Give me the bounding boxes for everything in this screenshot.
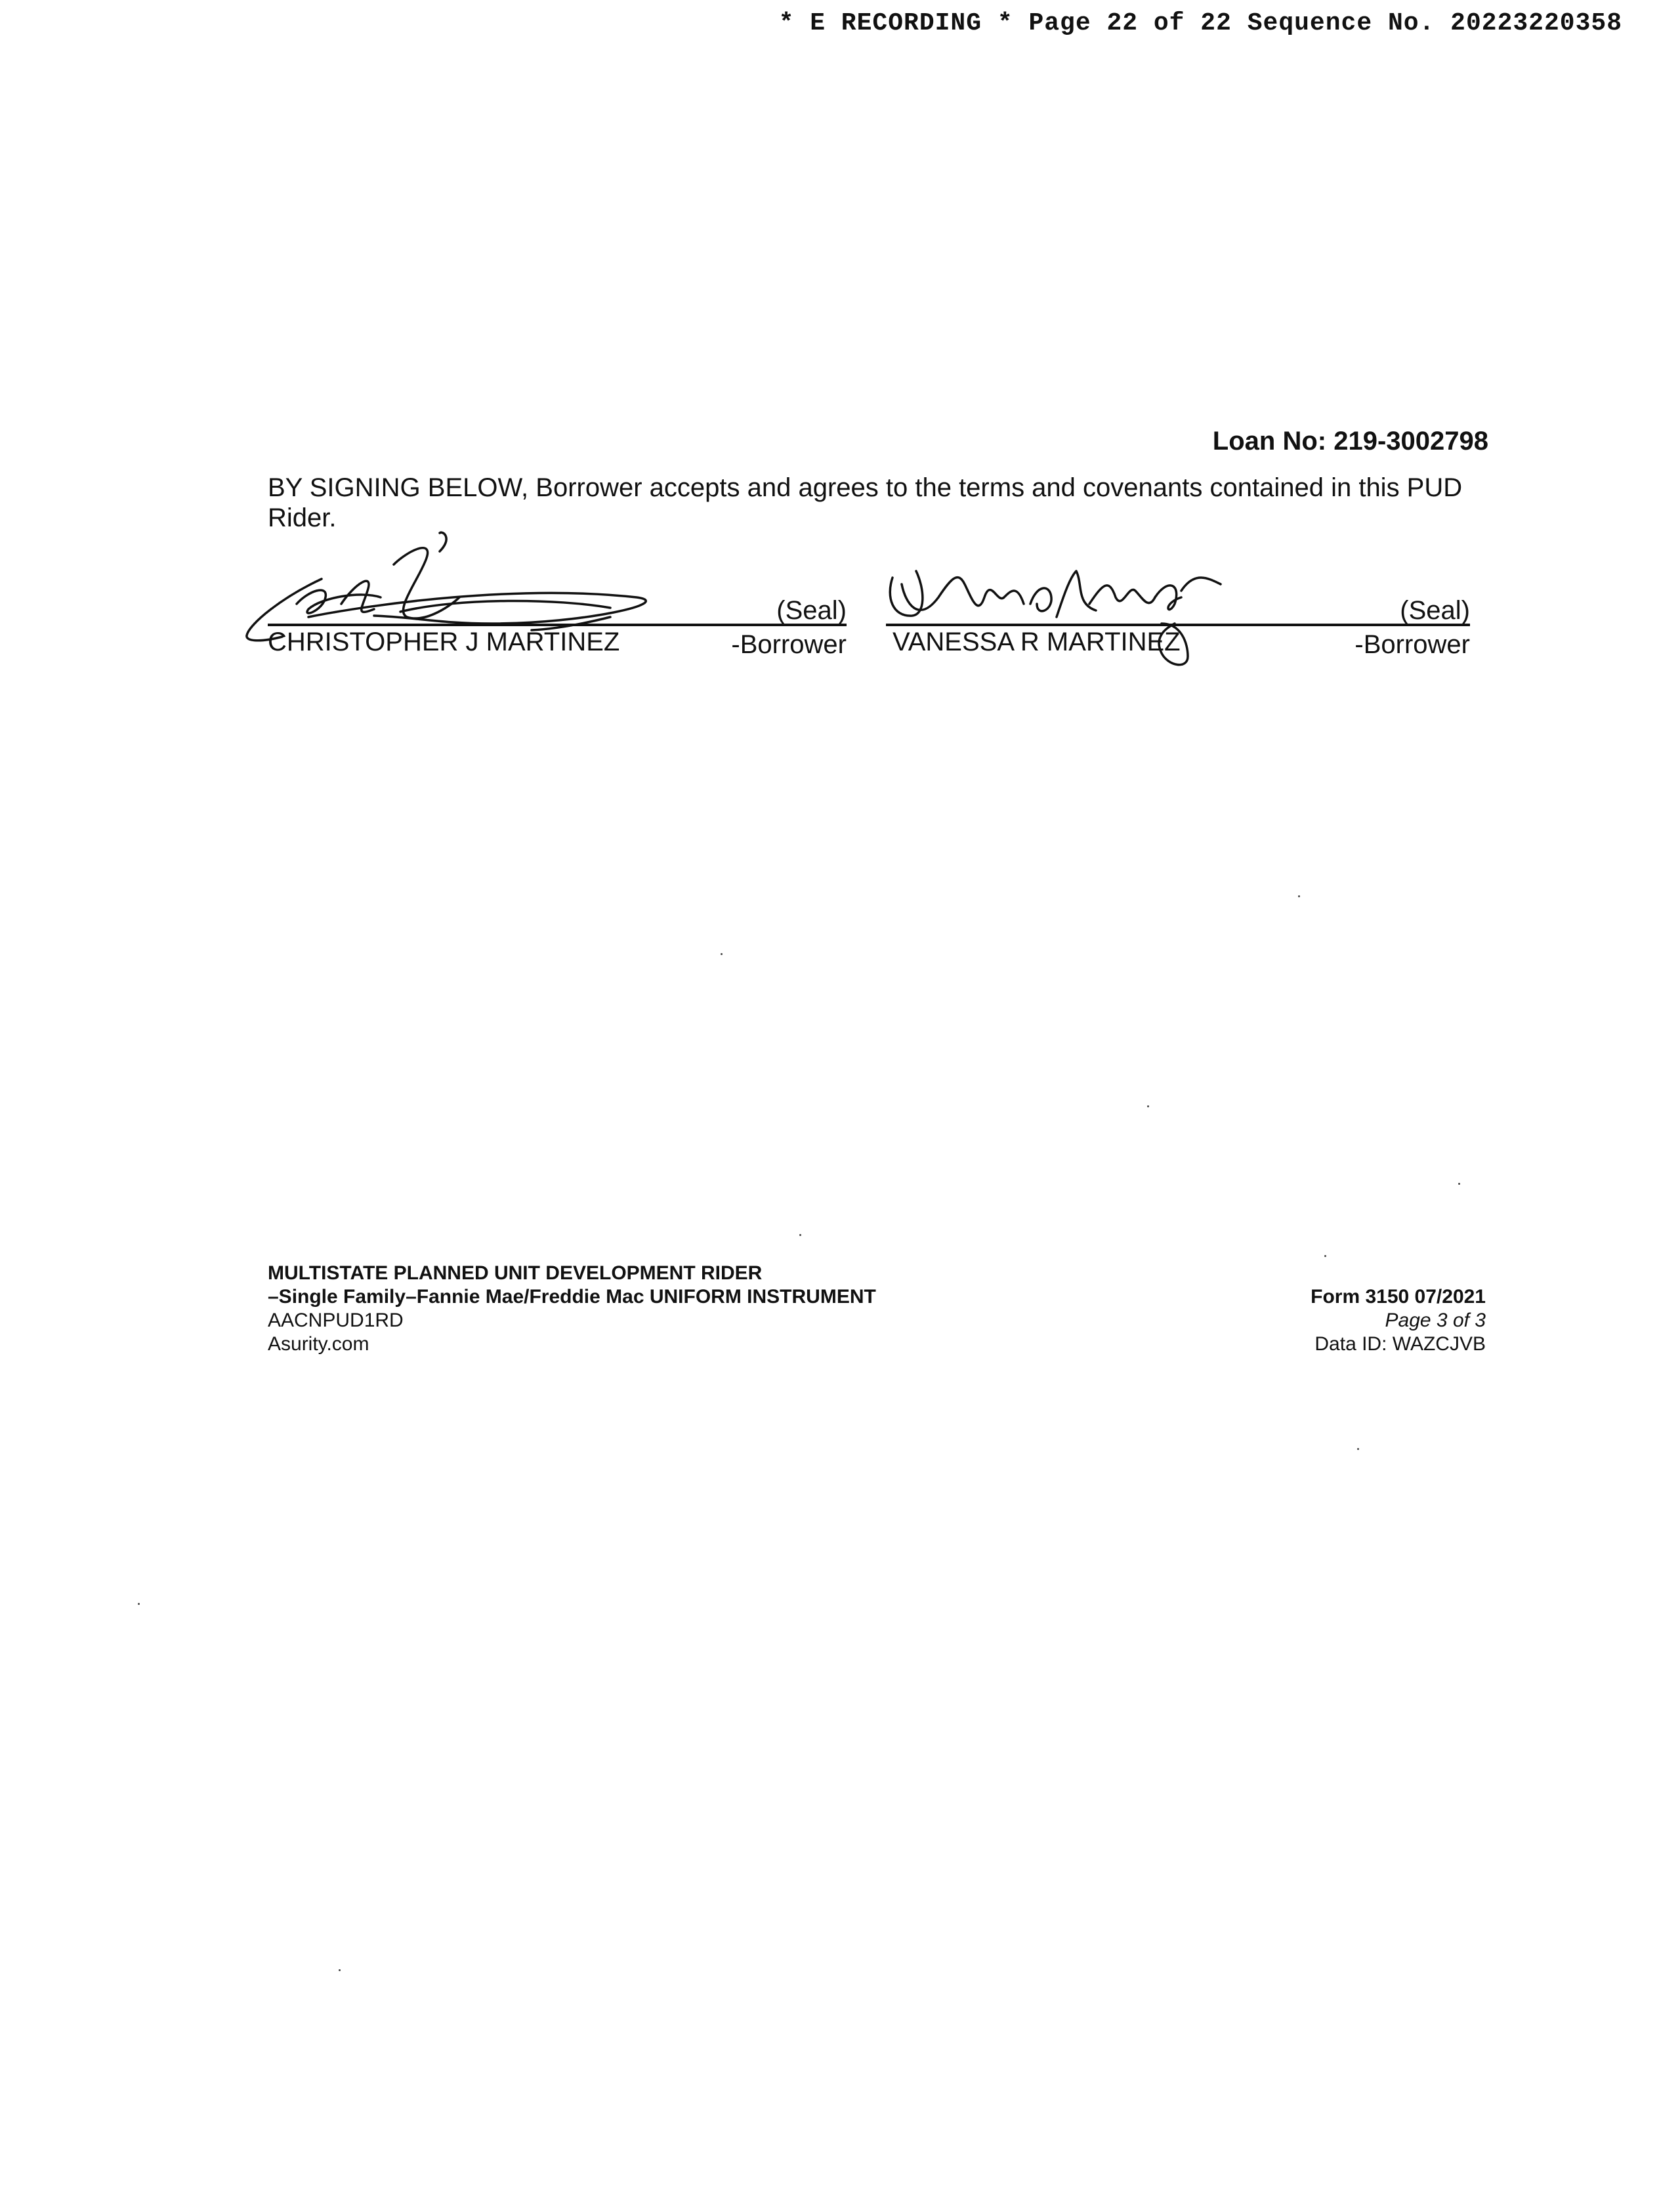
scan-speck (138, 1603, 140, 1605)
scan-speck (1324, 1255, 1326, 1257)
acceptance-line-2: Rider. (268, 503, 337, 532)
loan-number: Loan No: 219-3002798 (1212, 427, 1488, 456)
recording-header: * E RECORDING * Page 22 of 22 Sequence No. 20223220358 (778, 9, 1622, 37)
signature-block-christopher (243, 525, 847, 676)
signer-name-vanessa: VANESSA R MARTINEZ (892, 628, 1181, 656)
scan-speck (339, 1969, 341, 1971)
form-footer-left (268, 1262, 876, 1356)
seal-label-christopher: (Seal) (776, 596, 847, 625)
signer-role-vanessa: -Borrower (1354, 630, 1470, 659)
form-title: MULTISTATE PLANNED UNIT DEVELOPMENT RIDER (268, 1262, 763, 1284)
form-number: Form 3150 07/2021 (1311, 1286, 1486, 1308)
form-website: Asurity.com (268, 1333, 369, 1355)
signer-name-christopher: CHRISTOPHER J MARTINEZ (268, 628, 620, 656)
scan-speck (1298, 895, 1300, 897)
signer-role-christopher: -Borrower (731, 630, 847, 659)
form-data-id: Data ID: WAZCJVB (1314, 1333, 1486, 1355)
scan-speck (1458, 1183, 1460, 1185)
seal-label-vanessa: (Seal) (1400, 596, 1470, 625)
form-footer-right (1311, 1285, 1486, 1356)
scan-speck (1357, 1448, 1359, 1450)
scan-speck (799, 1234, 801, 1236)
scan-speck (1147, 1105, 1149, 1107)
form-page: Page 3 of 3 (1385, 1310, 1486, 1331)
signature-line-christopher (268, 624, 847, 626)
scan-speck (721, 953, 723, 955)
acceptance-statement (268, 473, 1502, 533)
signature-block-vanessa (879, 525, 1470, 676)
form-subtitle: –Single Family–Fannie Mae/Freddie Mac UNIFORM INSTRUMENT (268, 1286, 876, 1308)
form-code: AACNPUD1RD (268, 1310, 404, 1331)
signature-line-vanessa (886, 624, 1470, 626)
acceptance-line-1: BY SIGNING BELOW, Borrower accepts and agrees to the terms and covenants contained in this PUD (268, 473, 1463, 502)
